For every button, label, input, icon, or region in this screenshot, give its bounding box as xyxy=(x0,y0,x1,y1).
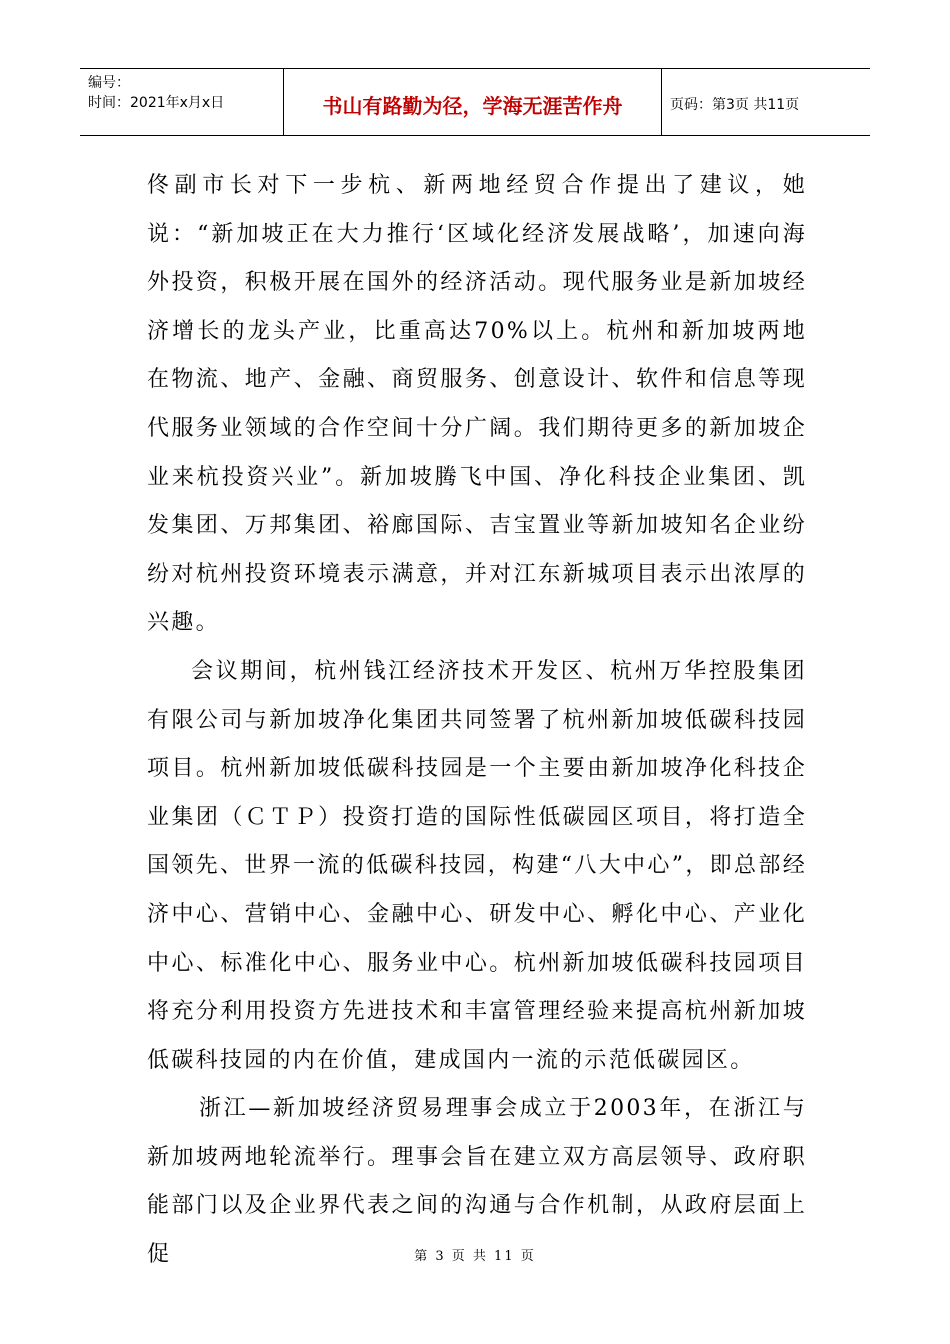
paragraph-1: 佟副市长对下一步杭、新两地经贸合作提出了建议，她说：“新加坡正在大力推行‘区域化经济发展战略’，加速向海外投资，积极开展在国外的经济活动。现代服务业是新加坡经济增长的龙头产业，比重高达70%以上。杭州和新加坡两地在物流、地产、金融、商贸服务、创意设计、软件和信息等现代服务业领域的合作空间十分广阔。我们期待更多的新加坡企业来杭投资兴业”。新加坡腾飞中国、净化科技企业集团、凯发集团、万邦集团、裕廊国际、吉宝置业等新加坡知名企业纷纷对杭州投资环境表示满意，并对江东新城项目表示出浓厚的兴趣。 xyxy=(147,173,807,636)
page-footer: 第 3 页 共 11 页 xyxy=(414,1249,536,1264)
document-number-label: 编号： xyxy=(88,75,130,91)
document-time-label: 时间：2021年x月x日 xyxy=(88,95,225,111)
header-motto: 书山有路勤为径，学海无涯苦作舟 xyxy=(284,69,662,135)
page-header xyxy=(80,68,870,136)
paragraph-2: 会议期间，杭州钱江经济技术开发区、杭州万华控股集团有限公司与新加坡净化集团共同签署了杭州新加坡低碳科技园项目。杭州新加坡低碳科技园是一个主要由新加坡净化科技企业集团（ＣＴＰ）投资打造的国际性低碳园区项目，将打造全国领先、世界一流的低碳科技园，构建“八大中心”，即总部经济中心、营销中心、金融中心、研发中心、孵化中心、产业化中心、标准化中心、服务业中心。杭州新加坡低碳科技园项目将充分利用投资方先进技术和丰富管理经验来提高杭州新加坡低碳科技园的内在价值，建成国内一流的示范低碳园区。 xyxy=(147,658,807,1073)
header-meta-cell xyxy=(80,69,284,135)
paragraph-3: 浙江—新加坡经济贸易理事会成立于2003年，在浙江与新加坡两地轮流举行。理事会旨在建立双方高层领导、政府职能部门以及企业界代表之间的沟通与合作机制，从政府层面上促 xyxy=(147,1096,807,1268)
document-body xyxy=(147,162,807,1280)
header-page-info: 页码：第3页 共11页 xyxy=(670,97,800,113)
